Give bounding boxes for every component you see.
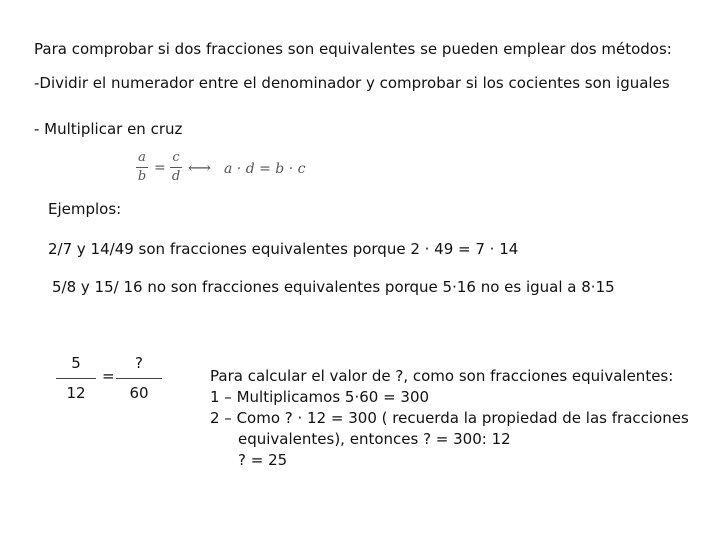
exercise-frac1-denominator: 12 <box>66 384 86 402</box>
method-1-text: -Dividir el numerador entre el denominador y comprobar si los cocientes son iguales <box>34 74 670 92</box>
formula-fraction-2 <box>170 150 182 185</box>
formula-frac1-numerator: a <box>138 150 146 165</box>
exercise-frac1-bar <box>56 378 96 379</box>
explanation-line-4: equivalentes), entonces ? = 300: 12 <box>238 430 511 448</box>
exercise-frac2-bar <box>116 378 162 379</box>
exercise-equals: = <box>102 367 115 385</box>
intro-prefix: Para <box>34 40 72 58</box>
formula-equals: = <box>154 160 166 176</box>
explanation-line-2: 1 – Multiplicamos 5·60 = 300 <box>210 388 430 406</box>
intro-emphasis: comprobar si dos fracciones son equivalentes <box>71 40 416 58</box>
formula-arrow: ⟷ <box>188 158 211 177</box>
formula-frac2-denominator: d <box>171 169 181 184</box>
exercise-fraction-2 <box>116 354 162 402</box>
formula-frac1-denominator: b <box>137 169 147 184</box>
explanation-block <box>210 366 689 471</box>
example-2-text: 5/8 y 15/ 16 no son fracciones equivalentes porque 5·16 no es igual a 8·15 <box>52 278 615 296</box>
formula-frac2-numerator: c <box>172 150 180 165</box>
examples-heading: Ejemplos: <box>48 200 122 218</box>
formula-fraction-1 <box>136 150 148 185</box>
exercise-frac2-denominator: 60 <box>129 384 149 402</box>
intro-suffix: se pueden emplear dos métodos: <box>415 40 672 58</box>
formula-rhs: a · d = b · c <box>224 161 306 177</box>
method-2-text: - Multiplicar en cruz <box>34 120 183 138</box>
explanation-line-3: 2 – Como ? · 12 = 300 ( recuerda la propiedad de las fracciones <box>210 409 689 427</box>
explanation-line-5: ? = 25 <box>238 451 288 469</box>
exercise-frac2-numerator: ? <box>135 354 143 372</box>
formula-frac2-bar <box>170 167 182 168</box>
cross-multiplication-formula <box>136 148 316 192</box>
exercise-frac1-numerator: 5 <box>71 354 81 372</box>
explanation-line-1: Para calcular el valor de ?, como son fracciones equivalentes: <box>210 367 674 385</box>
example-1-text: 2/7 y 14/49 son fracciones equivalentes porque 2 · 49 = 7 · 14 <box>48 240 519 258</box>
formula-frac1-bar <box>136 167 148 168</box>
exercise-fraction-1 <box>56 354 96 402</box>
intro-text <box>34 40 672 58</box>
